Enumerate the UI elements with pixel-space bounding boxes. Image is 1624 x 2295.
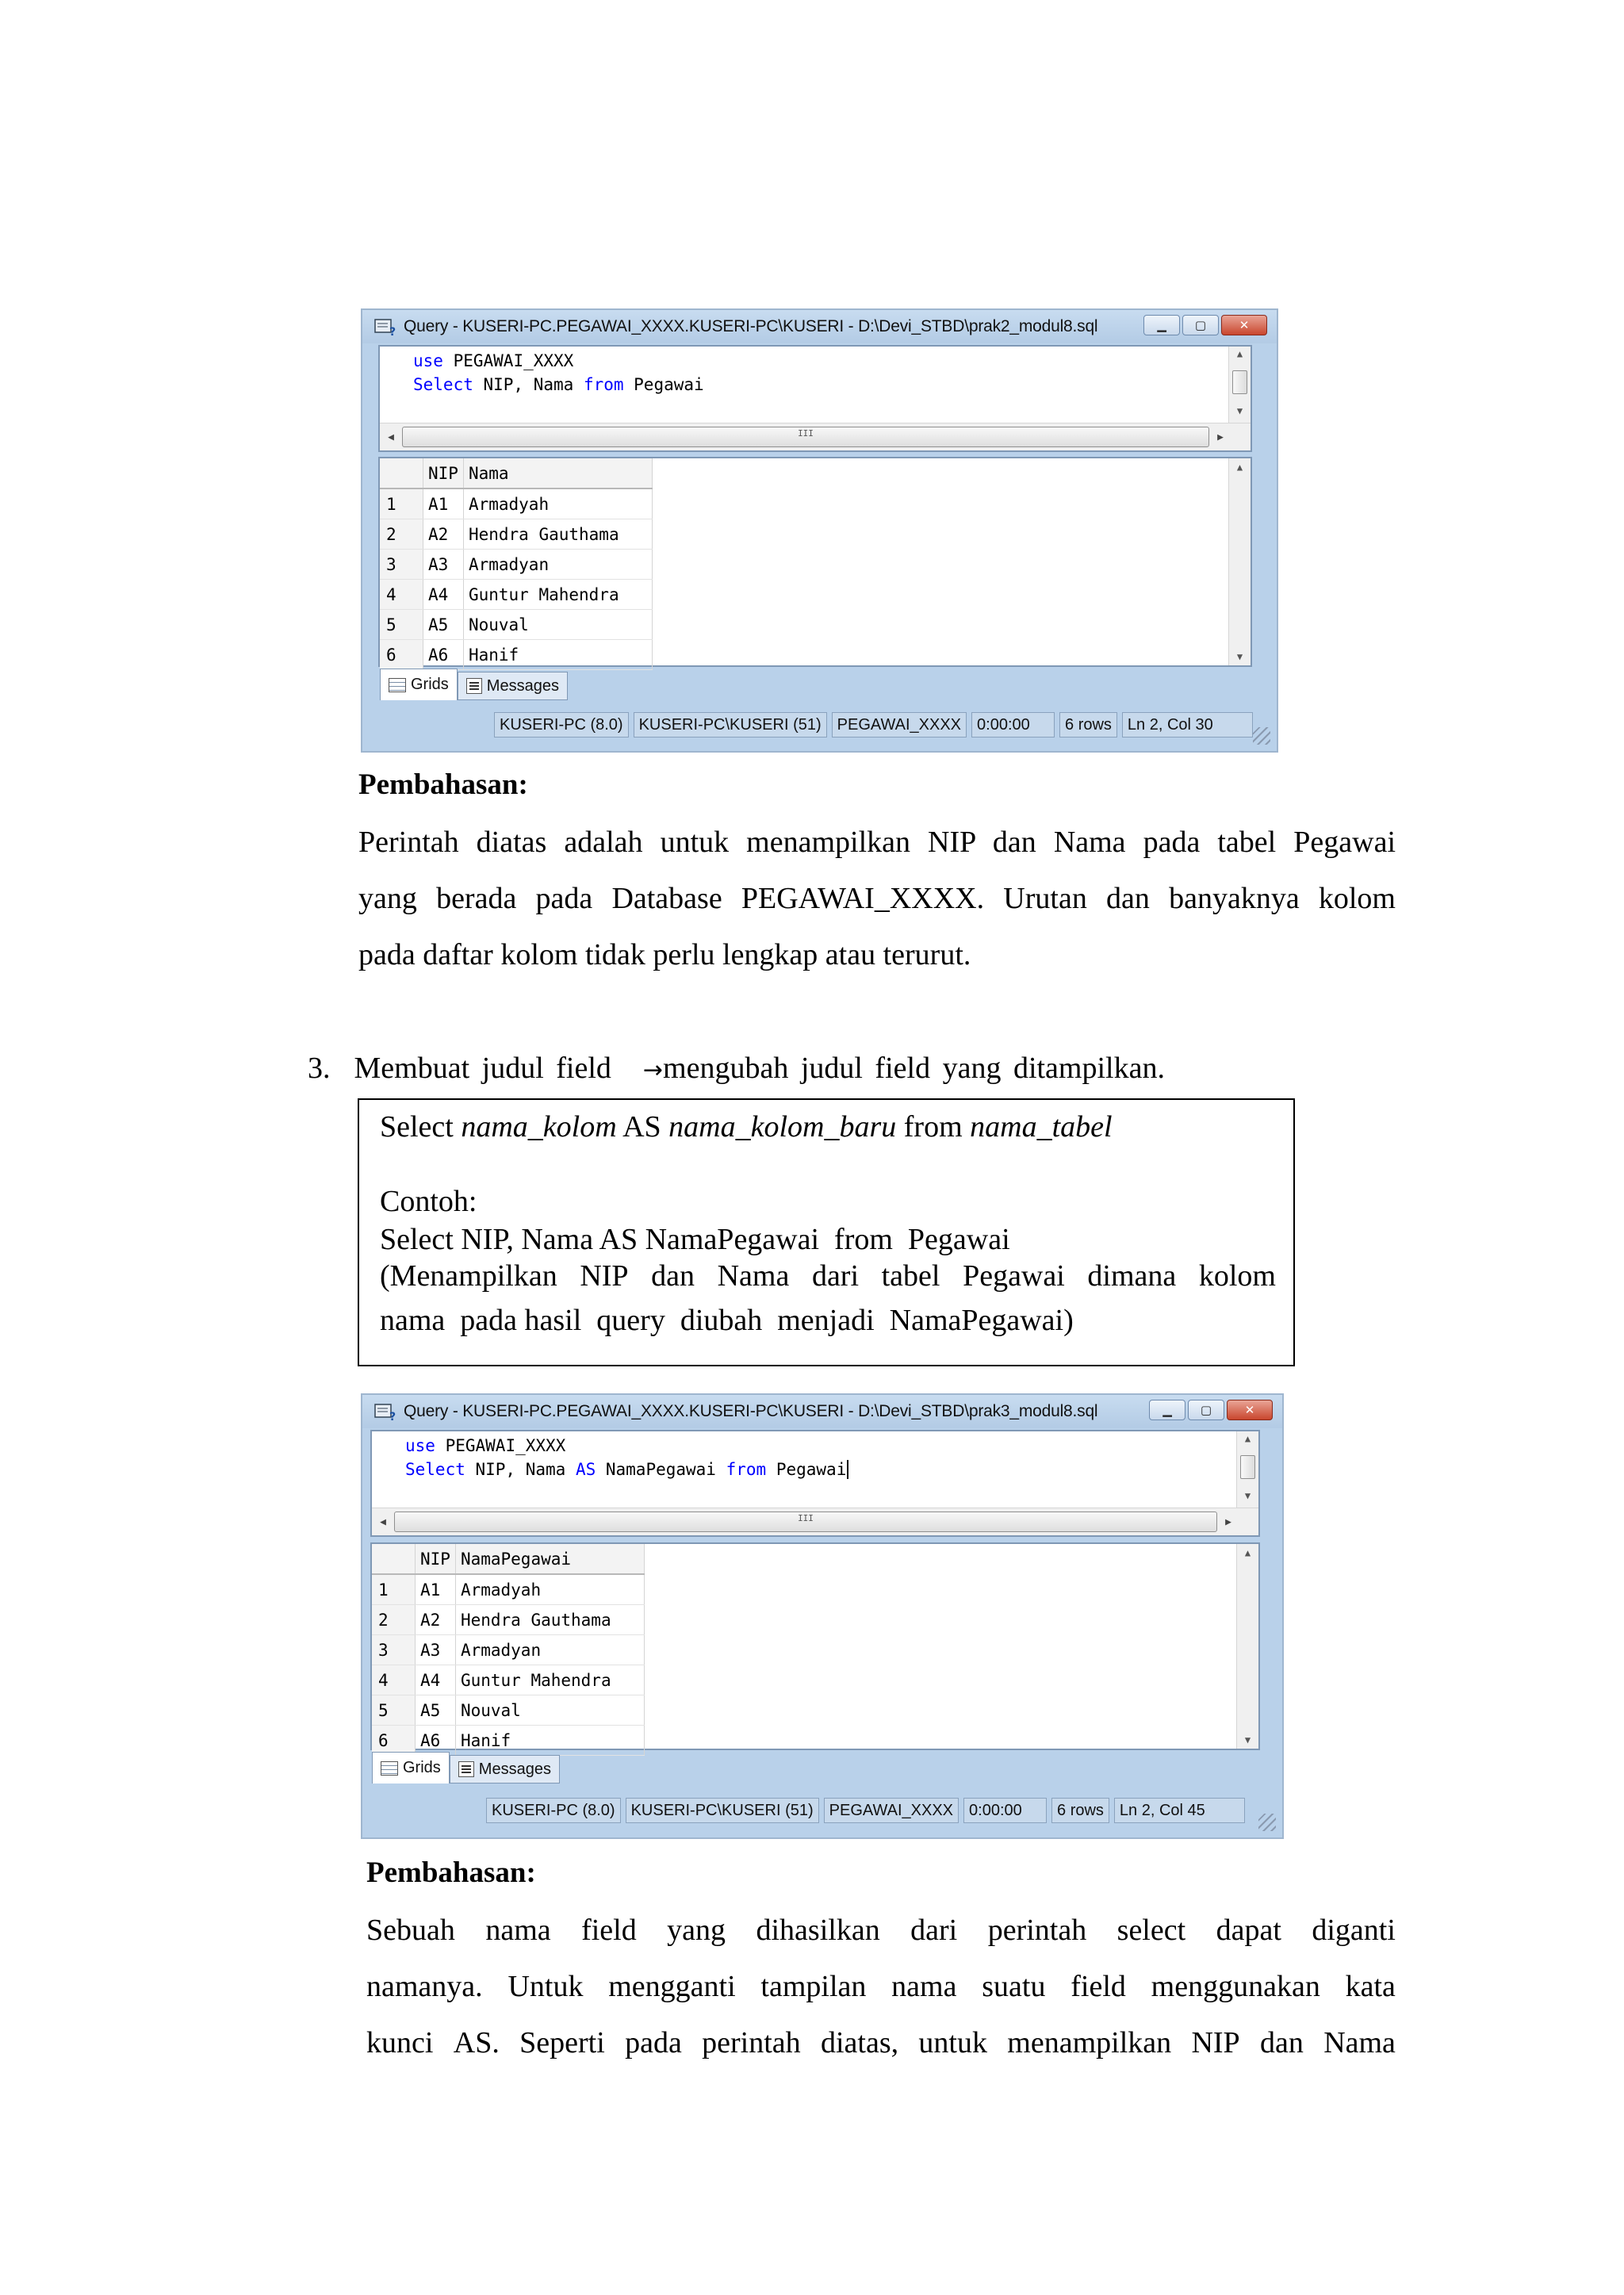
- cell-nama[interactable]: Armadyah: [463, 489, 652, 519]
- table-row[interactable]: [380, 519, 652, 550]
- status-bar: [378, 711, 1269, 739]
- scroll-down-icon[interactable]: ▼: [1244, 1490, 1251, 1501]
- editor-horizontal-scrollbar[interactable]: [380, 423, 1251, 450]
- example-label: Contoh:: [380, 1185, 477, 1218]
- tab-messages-label: Messages: [478, 1760, 551, 1778]
- status-position: Ln 2, Col 30: [1122, 712, 1253, 738]
- cell-nama[interactable]: Guntur Mahendra: [455, 1665, 644, 1695]
- item-text-after: mengubah judul field yang ditampilkan.: [663, 1052, 1165, 1085]
- grid-icon: [389, 678, 406, 692]
- explanation-line-1: (Menampilkan NIP dan Nama dari tabel Pegawai dimana kolom: [380, 1259, 1276, 1293]
- maximize-icon: ▢: [1194, 319, 1207, 332]
- code-line-2: Select NIP, Nama from Pegawai: [413, 375, 704, 394]
- paragraph-line: Perintah diatas adalah untuk menampilkan NIP dan Nama pada tabel Pegawai: [358, 826, 1396, 859]
- minimize-button[interactable]: [1149, 1400, 1185, 1420]
- paragraph-line: namanya. Untuk mengganti tampilan nama suatu field menggunakan kata: [366, 1970, 1396, 2003]
- messages-icon: [458, 1761, 474, 1777]
- cell-nip[interactable]: A6: [416, 1726, 456, 1756]
- h-scroll-thumb[interactable]: III: [394, 1511, 1217, 1532]
- scroll-down-icon[interactable]: ▼: [1244, 1734, 1251, 1745]
- cell-nama[interactable]: Hendra Gauthama: [463, 519, 652, 550]
- paragraph-line: yang berada pada Database PEGAWAI_XXXX. Urutan dan banyaknya kolom: [358, 882, 1396, 915]
- cell-nip[interactable]: A2: [416, 1605, 456, 1635]
- resize-grip-icon[interactable]: [1253, 727, 1270, 745]
- scroll-thumb[interactable]: [1240, 1455, 1255, 1479]
- row-number: 3: [380, 550, 423, 580]
- example-query: Select NIP, Nama AS NamaPegawai from Pegawai: [380, 1223, 1010, 1256]
- scroll-down-icon[interactable]: ▼: [1236, 405, 1243, 416]
- paragraph-line: Sebuah nama field yang dihasilkan dari perintah select dapat diganti: [366, 1914, 1396, 1947]
- table-row[interactable]: [372, 1665, 644, 1695]
- scroll-right-icon[interactable]: ▶: [1225, 1515, 1231, 1528]
- grid-vertical-scrollbar[interactable]: [1236, 1544, 1258, 1749]
- scroll-up-icon[interactable]: ▲: [1244, 1433, 1251, 1444]
- cell-nama[interactable]: Nouval: [463, 610, 652, 640]
- row-number-header: [380, 458, 423, 489]
- tab-messages-label: Messages: [486, 676, 559, 695]
- scroll-right-icon[interactable]: ▶: [1217, 431, 1224, 443]
- minimize-icon: ▁: [1162, 1404, 1172, 1417]
- status-bar: [370, 1796, 1274, 1825]
- table-row[interactable]: [380, 580, 652, 610]
- cell-nip[interactable]: A3: [416, 1635, 456, 1665]
- row-number: 2: [380, 519, 423, 550]
- status-database: PEGAWAI_XXXX: [832, 712, 967, 738]
- cell-nip[interactable]: A4: [423, 580, 464, 610]
- status-server: KUSERI-PC (8.0): [494, 712, 629, 738]
- tab-grids[interactable]: [380, 669, 458, 700]
- maximize-button[interactable]: [1182, 315, 1219, 335]
- list-item-3: [308, 1051, 1165, 1086]
- tab-grids-label: Grids: [403, 1759, 441, 1776]
- query-window-1: [361, 308, 1278, 753]
- scroll-up-icon[interactable]: ▲: [1244, 1547, 1251, 1558]
- results-table: [380, 458, 653, 670]
- text-cursor: [847, 1460, 848, 1479]
- scroll-left-icon[interactable]: ◀: [380, 1515, 386, 1528]
- table-row[interactable]: [380, 610, 652, 640]
- row-number: 4: [372, 1665, 416, 1695]
- status-rows: 6 rows: [1059, 712, 1117, 738]
- tab-grids-label: Grids: [411, 676, 449, 693]
- row-number: 1: [380, 489, 423, 519]
- status-empty: [378, 712, 489, 738]
- h-scroll-thumb[interactable]: III: [402, 427, 1209, 447]
- cell-nama[interactable]: Armadyan: [463, 550, 652, 580]
- explanation-line-2: nama pada hasil query diubah menjadi NamaPegawai): [380, 1304, 1074, 1337]
- editor-vertical-scrollbar[interactable]: [1228, 347, 1251, 423]
- window-title: Query - KUSERI-PC.PEGAWAI_XXXX.KUSERI-PC\KUSERI - D:\Devi_STBD\prak2_modul8.sql: [404, 317, 1098, 335]
- maximize-button[interactable]: [1188, 1400, 1224, 1420]
- table-row[interactable]: [380, 489, 652, 519]
- status-user: KUSERI-PC\KUSERI (51): [634, 712, 827, 738]
- editor-horizontal-scrollbar[interactable]: [372, 1508, 1258, 1535]
- table-row[interactable]: [380, 640, 652, 670]
- paragraph-line: pada daftar kolom tidak perlu lengkap atau terurut.: [358, 938, 971, 971]
- window-title: Query - KUSERI-PC.PEGAWAI_XXXX.KUSERI-PC\KUSERI - D:\Devi_STBD\prak3_modul8.sql: [404, 1402, 1098, 1420]
- editor-vertical-scrollbar[interactable]: [1236, 1431, 1258, 1508]
- row-number: 2: [372, 1605, 416, 1635]
- svg-text:?: ?: [389, 1411, 396, 1421]
- section-heading-1: Pembahasan:: [358, 768, 528, 801]
- table-row[interactable]: [372, 1605, 644, 1635]
- close-icon: ✕: [1239, 319, 1250, 332]
- item-text-before: Membuat judul field: [354, 1052, 611, 1085]
- sql-editor[interactable]: [370, 1430, 1260, 1537]
- tab-messages[interactable]: [458, 672, 568, 700]
- cell-nama[interactable]: Guntur Mahendra: [463, 580, 652, 610]
- query-file-icon: [373, 1402, 397, 1421]
- grid-icon: [381, 1761, 398, 1776]
- cell-nip[interactable]: A4: [416, 1665, 456, 1695]
- row-number: 6: [372, 1726, 416, 1756]
- minimize-icon: ▁: [1157, 319, 1166, 332]
- scroll-down-icon[interactable]: ▼: [1236, 651, 1243, 662]
- table-row[interactable]: [372, 1695, 644, 1726]
- scroll-left-icon[interactable]: ◀: [388, 431, 394, 443]
- row-number: 1: [372, 1574, 416, 1605]
- results-tabs: [372, 1750, 560, 1784]
- status-time: 0:00:00: [971, 712, 1055, 738]
- grid-vertical-scrollbar[interactable]: [1228, 458, 1251, 665]
- table-row[interactable]: [380, 550, 652, 580]
- syntax-line: Select nama_kolom AS nama_kolom_baru from nama_tabel: [380, 1110, 1113, 1144]
- scroll-up-icon[interactable]: ▲: [1236, 462, 1243, 473]
- cell-nama[interactable]: Hanif: [455, 1726, 644, 1756]
- row-number: 6: [380, 640, 423, 670]
- row-number-header: [372, 1544, 416, 1574]
- svg-text:?: ?: [389, 326, 396, 336]
- sql-editor[interactable]: [378, 345, 1252, 452]
- paragraph-line: kunci AS. Seperti pada perintah diatas, untuk menampilkan NIP dan Nama: [366, 2026, 1396, 2059]
- cell-nip[interactable]: A5: [416, 1695, 456, 1726]
- cell-nama[interactable]: Armadyan: [455, 1635, 644, 1665]
- status-time: 0:00:00: [963, 1798, 1047, 1823]
- results-grid[interactable]: [370, 1542, 1260, 1750]
- query-file-icon: [373, 317, 397, 336]
- title-bar: [362, 310, 1277, 343]
- results-table: [372, 1544, 645, 1756]
- status-server: KUSERI-PC (8.0): [486, 1798, 621, 1823]
- resize-grip-icon[interactable]: [1258, 1814, 1276, 1831]
- maximize-icon: ▢: [1200, 1404, 1212, 1417]
- arrow-icon: →: [642, 1056, 664, 1084]
- code-line-1: use PEGAWAI_XXXX: [413, 351, 574, 370]
- status-empty: [370, 1798, 481, 1823]
- status-database: PEGAWAI_XXXX: [824, 1798, 959, 1823]
- scroll-thumb[interactable]: [1232, 370, 1247, 394]
- messages-icon: [466, 678, 482, 694]
- close-button[interactable]: [1227, 1400, 1273, 1420]
- status-position: Ln 2, Col 45: [1114, 1798, 1245, 1823]
- column-header-nip[interactable]: NIP: [416, 1544, 456, 1574]
- header-row: [372, 1544, 644, 1574]
- table-row[interactable]: [372, 1635, 644, 1665]
- cell-nip[interactable]: A6: [423, 640, 464, 670]
- code-line-2: Select NIP, Nama AS NamaPegawai from Pegawai: [405, 1460, 848, 1479]
- row-number: 3: [372, 1635, 416, 1665]
- close-button[interactable]: [1221, 315, 1267, 335]
- query-window-2: [361, 1393, 1284, 1839]
- code-line-1: use PEGAWAI_XXXX: [405, 1436, 566, 1455]
- table-row[interactable]: [372, 1574, 644, 1605]
- minimize-button[interactable]: [1143, 315, 1180, 335]
- cell-nip[interactable]: A2: [423, 519, 464, 550]
- results-tabs: [380, 667, 568, 700]
- close-icon: ✕: [1244, 1404, 1255, 1417]
- results-grid[interactable]: [378, 457, 1252, 667]
- status-user: KUSERI-PC\KUSERI (51): [626, 1798, 819, 1823]
- column-header-namapegawai[interactable]: NamaPegawai: [455, 1544, 644, 1574]
- cell-nip[interactable]: A3: [423, 550, 464, 580]
- status-rows: 6 rows: [1051, 1798, 1109, 1823]
- title-bar: [362, 1395, 1282, 1428]
- cell-nama[interactable]: Hanif: [463, 640, 652, 670]
- header-row: [380, 458, 652, 489]
- cell-nama[interactable]: Nouval: [455, 1695, 644, 1726]
- row-number: 5: [372, 1695, 416, 1726]
- row-number: 4: [380, 580, 423, 610]
- tab-grids[interactable]: [372, 1752, 450, 1784]
- cell-nip[interactable]: A1: [416, 1574, 456, 1605]
- cell-nip[interactable]: A1: [423, 489, 464, 519]
- tab-messages[interactable]: [450, 1755, 560, 1784]
- column-header-nip[interactable]: NIP: [423, 458, 464, 489]
- column-header-nama[interactable]: Nama: [463, 458, 652, 489]
- scroll-up-icon[interactable]: ▲: [1236, 348, 1243, 359]
- syntax-box: [358, 1098, 1295, 1366]
- row-number: 5: [380, 610, 423, 640]
- cell-nama[interactable]: Armadyah: [455, 1574, 644, 1605]
- list-number: 3.: [308, 1052, 331, 1085]
- section-heading-2: Pembahasan:: [366, 1856, 536, 1889]
- cell-nip[interactable]: A5: [423, 610, 464, 640]
- cell-nama[interactable]: Hendra Gauthama: [455, 1605, 644, 1635]
